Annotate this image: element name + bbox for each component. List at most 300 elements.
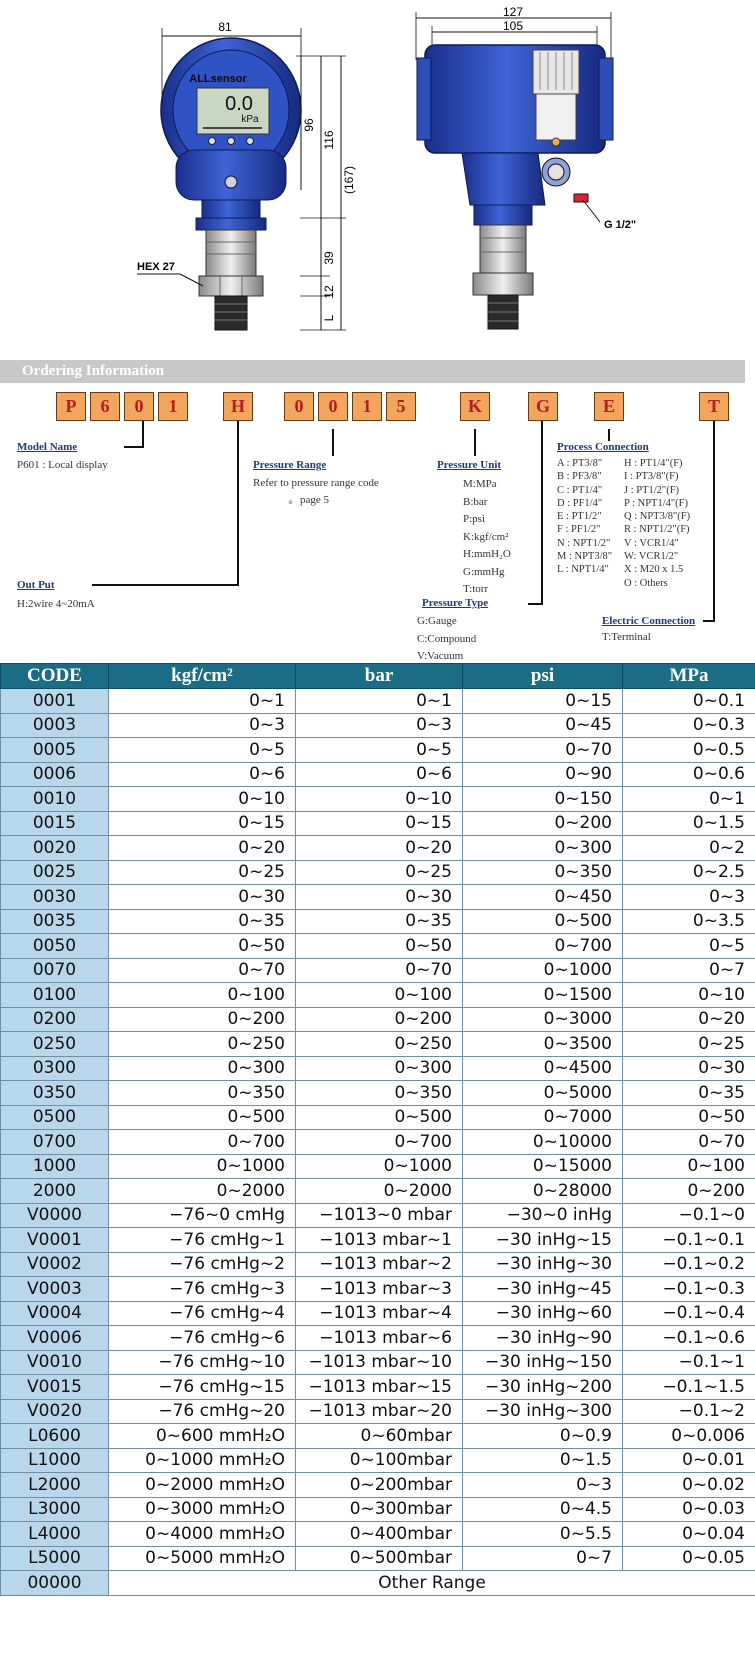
table-row — [1, 1252, 755, 1277]
process-connection-list-left — [557, 457, 612, 577]
kgf-cell: 0~5 — [109, 738, 296, 763]
table-row — [1, 1105, 755, 1130]
code-box: 1 — [352, 392, 382, 421]
dim-39-label: 39 — [322, 251, 336, 265]
code-cell: 0005 — [1, 738, 109, 763]
list-item: P : NPT1/4"(F) — [624, 497, 688, 509]
kgf-cell: −76 cmHg~1 — [109, 1228, 296, 1253]
psi-cell: 0~5.5 — [463, 1522, 623, 1547]
code-cell: 0003 — [1, 713, 109, 738]
mpa-cell: 0~3 — [623, 885, 755, 910]
psi-cell: 0~3 — [463, 1473, 623, 1498]
kgf-cell: 0~1000 — [109, 1154, 296, 1179]
mpa-cell: 0~0.3 — [623, 713, 755, 738]
table-row — [1, 836, 755, 861]
psi-cell: 0~200 — [463, 811, 623, 836]
kgf-cell: −76~0 cmHg — [109, 1203, 296, 1228]
mpa-cell: 0~0.006 — [623, 1424, 755, 1449]
kgf-cell: 0~200 — [109, 1007, 296, 1032]
code-cell: V0015 — [1, 1375, 109, 1400]
mpa-cell: −0.1~0.3 — [623, 1277, 755, 1302]
table-row — [1, 713, 755, 738]
pressure-unit-title: Pressure Unit — [437, 459, 502, 471]
code-cell: 0070 — [1, 958, 109, 983]
bar-cell: 0~250 — [296, 1032, 463, 1057]
pressure-unit-list — [463, 476, 511, 599]
code-cell: 0300 — [1, 1056, 109, 1081]
psi-cell: 0~450 — [463, 885, 623, 910]
mpa-cell: 0~2 — [623, 836, 755, 861]
bar-cell: 0~500 — [296, 1105, 463, 1130]
pressure-range-title: Pressure Range — [253, 459, 327, 471]
psi-cell: 0~300 — [463, 836, 623, 861]
code-cell: 0050 — [1, 934, 109, 959]
mpa-cell: 0~0.05 — [623, 1546, 755, 1571]
bar-cell: −1013~0 mbar — [296, 1203, 463, 1228]
bar-cell: 0~400mbar — [296, 1522, 463, 1547]
bar-cell: −1013 mbar~20 — [296, 1399, 463, 1424]
pressure-type-title: Pressure Type — [422, 597, 489, 609]
kgf-cell: 0~20 — [109, 836, 296, 861]
mpa-cell: −0.1~0.1 — [623, 1228, 755, 1253]
table-row — [1, 1497, 755, 1522]
psi-cell: 0~15000 — [463, 1154, 623, 1179]
psi-cell: −30 inHg~90 — [463, 1326, 623, 1351]
bar-cell: 0~6 — [296, 762, 463, 787]
dim-96-label: 96 — [302, 118, 316, 132]
code-cell: V0004 — [1, 1301, 109, 1326]
code-cell: 0015 — [1, 811, 109, 836]
psi-cell: 0~7 — [463, 1546, 623, 1571]
mpa-cell: 0~70 — [623, 1130, 755, 1155]
kgf-cell: 0~30 — [109, 885, 296, 910]
kgf-cell: 0~700 — [109, 1130, 296, 1155]
psi-cell: 0~4.5 — [463, 1497, 623, 1522]
kgf-cell: 0~10 — [109, 787, 296, 812]
bar-cell: 0~2000 — [296, 1179, 463, 1204]
psi-cell: 0~150 — [463, 787, 623, 812]
list-item: M:MPa — [463, 478, 497, 490]
kgf-cell: 0~70 — [109, 958, 296, 983]
dim-12-label: 12 — [322, 285, 336, 299]
code-cell: 0500 — [1, 1105, 109, 1130]
list-item: F : PF1/2" — [557, 524, 601, 536]
bar-cell: 0~25 — [296, 860, 463, 885]
psi-cell: −30~0 inHg — [463, 1203, 623, 1228]
kgf-cell: 0~25 — [109, 860, 296, 885]
column-header-psi: psi — [463, 664, 623, 689]
table-row — [1, 811, 755, 836]
mpa-cell: 0~35 — [623, 1081, 755, 1106]
mpa-cell: −0.1~2 — [623, 1399, 755, 1424]
table-row — [1, 934, 755, 959]
code-cell: L4000 — [1, 1522, 109, 1547]
table-row — [1, 1277, 755, 1302]
code-cell: 00000 — [1, 1571, 109, 1596]
bar-cell: 0~300 — [296, 1056, 463, 1081]
bar-cell: 0~1 — [296, 689, 463, 714]
bar-cell: 0~15 — [296, 811, 463, 836]
psi-cell: 0~700 — [463, 934, 623, 959]
bar-cell: 0~35 — [296, 909, 463, 934]
brand-logo: ALLsensor — [189, 73, 247, 85]
code-box: H — [223, 392, 253, 421]
process-connection-title: Process Connection — [557, 441, 649, 453]
code-box: G — [528, 392, 558, 421]
kgf-cell: −76 cmHg~2 — [109, 1252, 296, 1277]
list-item: J : PT1/2"(F) — [624, 484, 680, 496]
dim-l-label: L — [322, 314, 336, 322]
code-cell: 0001 — [1, 689, 109, 714]
table-row — [1, 1081, 755, 1106]
table-row — [1, 885, 755, 910]
table-row — [1, 1032, 755, 1057]
mpa-cell: −0.1~0 — [623, 1203, 755, 1228]
code-cell: 0025 — [1, 860, 109, 885]
mpa-cell: 0~0.01 — [623, 1448, 755, 1473]
table-row-other — [1, 1571, 755, 1596]
code-box: K — [460, 392, 490, 421]
code-box: 5 — [386, 392, 416, 421]
side-view-drawing — [416, 5, 636, 329]
bar-cell: 0~200mbar — [296, 1473, 463, 1498]
psi-cell: 0~500 — [463, 909, 623, 934]
dim-105-label: 105 — [502, 19, 524, 33]
code-box: 0 — [318, 392, 348, 421]
ordering-header: Ordering Information — [0, 360, 745, 383]
list-item: R : NPT1/2"(F) — [624, 524, 690, 536]
process-connection-list-right — [624, 457, 690, 590]
list-item: I : PT3/8"(F) — [624, 471, 679, 483]
kgf-cell: 0~6 — [109, 762, 296, 787]
dim-167-label: (167) — [342, 165, 356, 195]
table-row — [1, 738, 755, 763]
table-row — [1, 1154, 755, 1179]
psi-cell: 0~28000 — [463, 1179, 623, 1204]
mpa-cell: 0~0.02 — [623, 1473, 755, 1498]
code-box: 0 — [124, 392, 154, 421]
mpa-cell: 0~1.5 — [623, 811, 755, 836]
mpa-cell: −0.1~1 — [623, 1350, 755, 1375]
kgf-cell: −76 cmHg~15 — [109, 1375, 296, 1400]
mpa-cell: 0~0.5 — [623, 738, 755, 763]
list-item: O : Others — [624, 577, 668, 589]
list-item: N : NPT1/2" — [557, 537, 611, 549]
thread-label: G 1/2" — [604, 219, 637, 231]
psi-cell: 0~10000 — [463, 1130, 623, 1155]
table-row — [1, 1301, 755, 1326]
code-cell: V0003 — [1, 1277, 109, 1302]
code-cell: V0002 — [1, 1252, 109, 1277]
technical-drawings — [0, 0, 755, 355]
kgf-cell: 0~250 — [109, 1032, 296, 1057]
kgf-cell: −76 cmHg~10 — [109, 1350, 296, 1375]
list-item: H : PT1/4"(F) — [624, 458, 683, 469]
psi-cell: −30 inHg~60 — [463, 1301, 623, 1326]
table-row — [1, 1546, 755, 1571]
mpa-cell: 0~200 — [623, 1179, 755, 1204]
bar-cell: 0~500mbar — [296, 1546, 463, 1571]
kgf-cell: 0~1 — [109, 689, 296, 714]
code-cell: V0010 — [1, 1350, 109, 1375]
code-cell: 1000 — [1, 1154, 109, 1179]
table-row — [1, 1473, 755, 1498]
mpa-cell: −0.1~0.6 — [623, 1326, 755, 1351]
pressure-range-table — [0, 663, 755, 1596]
code-cell: L1000 — [1, 1448, 109, 1473]
mpa-cell: 0~2.5 — [623, 860, 755, 885]
table-row — [1, 1448, 755, 1473]
column-header-kgf: kgf/cm² — [109, 664, 296, 689]
bar-cell: −1013 mbar~6 — [296, 1326, 463, 1351]
front-view-drawing — [137, 20, 356, 330]
bar-cell: 0~30 — [296, 885, 463, 910]
kgf-cell: 0~3000 mmH₂O — [109, 1497, 296, 1522]
psi-cell: −30 inHg~45 — [463, 1277, 623, 1302]
display-unit: kPa — [241, 114, 259, 125]
kgf-cell: −76 cmHg~4 — [109, 1301, 296, 1326]
kgf-cell: 0~4000 mmH₂O — [109, 1522, 296, 1547]
list-item: W: VCR1/2" — [624, 551, 679, 563]
pressure-range-text: Refer to pressure range code — [253, 477, 379, 489]
code-cell: 0030 — [1, 885, 109, 910]
table-row — [1, 958, 755, 983]
psi-cell: 0~5000 — [463, 1081, 623, 1106]
electric-connection-title: Electric Connection — [602, 615, 696, 627]
list-item: C:Compound — [417, 632, 477, 645]
dim-127-label: 127 — [502, 5, 524, 19]
hex-label: HEX 27 — [137, 261, 175, 273]
mpa-cell: 0~0.03 — [623, 1497, 755, 1522]
list-item: E : PT1/2" — [557, 511, 602, 523]
psi-cell: 0~45 — [463, 713, 623, 738]
kgf-cell: 0~35 — [109, 909, 296, 934]
output-text: H:2wire 4~20mA — [17, 598, 95, 610]
code-cell: 0200 — [1, 1007, 109, 1032]
psi-cell: 0~1.5 — [463, 1448, 623, 1473]
bar-cell: 0~350 — [296, 1081, 463, 1106]
list-item: L : NPT1/4" — [557, 564, 609, 576]
kgf-cell: −76 cmHg~3 — [109, 1277, 296, 1302]
code-cell: L5000 — [1, 1546, 109, 1571]
table-row — [1, 1375, 755, 1400]
reference-mark: ※ — [288, 500, 294, 506]
bar-cell: 0~50 — [296, 934, 463, 959]
psi-cell: 0~1000 — [463, 958, 623, 983]
kgf-cell: 0~500 — [109, 1105, 296, 1130]
list-item: P:psi — [463, 513, 486, 525]
mpa-cell: −0.1~0.2 — [623, 1252, 755, 1277]
table-body — [1, 689, 755, 1596]
kgf-cell: 0~2000 — [109, 1179, 296, 1204]
code-cell: L2000 — [1, 1473, 109, 1498]
bar-cell: 0~60mbar — [296, 1424, 463, 1449]
psi-cell: 0~1500 — [463, 983, 623, 1008]
kgf-cell: 0~300 — [109, 1056, 296, 1081]
psi-cell: −30 inHg~200 — [463, 1375, 623, 1400]
mpa-cell: 0~1 — [623, 787, 755, 812]
table-row — [1, 983, 755, 1008]
bar-cell: −1013 mbar~4 — [296, 1301, 463, 1326]
bar-cell: −1013 mbar~1 — [296, 1228, 463, 1253]
code-cell: V0020 — [1, 1399, 109, 1424]
table-header-row — [1, 664, 755, 689]
bar-cell: −1013 mbar~2 — [296, 1252, 463, 1277]
list-item: G:Gauge — [417, 615, 457, 627]
kgf-cell: 0~1000 mmH₂O — [109, 1448, 296, 1473]
table-row — [1, 909, 755, 934]
table-row — [1, 787, 755, 812]
list-item: K:kgf/cm² — [463, 530, 509, 543]
mpa-cell: 0~5 — [623, 934, 755, 959]
psi-cell: 0~15 — [463, 689, 623, 714]
code-cell: 0350 — [1, 1081, 109, 1106]
mpa-cell: 0~0.04 — [623, 1522, 755, 1547]
kgf-cell: 0~600 mmH₂O — [109, 1424, 296, 1449]
list-item: Q : NPT3/8"(F) — [624, 511, 691, 523]
mpa-cell: 0~25 — [623, 1032, 755, 1057]
bar-cell: 0~200 — [296, 1007, 463, 1032]
mpa-cell: 0~10 — [623, 983, 755, 1008]
table-row — [1, 1179, 755, 1204]
list-item: V : VCR1/4" — [624, 537, 679, 549]
table-row — [1, 1007, 755, 1032]
bar-cell: −1013 mbar~3 — [296, 1277, 463, 1302]
psi-cell: 0~90 — [463, 762, 623, 787]
table-row — [1, 689, 755, 714]
kgf-cell: 0~5000 mmH₂O — [109, 1546, 296, 1571]
list-item: H:mmH₂O — [463, 548, 511, 560]
list-item: G:mmHg — [463, 565, 505, 578]
mpa-cell: 0~100 — [623, 1154, 755, 1179]
kgf-cell: 0~50 — [109, 934, 296, 959]
code-cell: 0010 — [1, 787, 109, 812]
mpa-cell: −0.1~1.5 — [623, 1375, 755, 1400]
bar-cell: 0~100mbar — [296, 1448, 463, 1473]
list-item: M : NPT3/8" — [557, 551, 613, 563]
model-name-text: P601 : Local display — [17, 459, 108, 471]
code-cell: 0020 — [1, 836, 109, 861]
psi-cell: 0~7000 — [463, 1105, 623, 1130]
psi-cell: 0~0.9 — [463, 1424, 623, 1449]
code-cell: 0700 — [1, 1130, 109, 1155]
column-header-bar: bar — [296, 664, 463, 689]
dim-116-label: 116 — [322, 130, 336, 150]
table-row — [1, 860, 755, 885]
table-row — [1, 762, 755, 787]
psi-cell: −30 inHg~300 — [463, 1399, 623, 1424]
bar-cell: −1013 mbar~15 — [296, 1375, 463, 1400]
kgf-cell: 0~3 — [109, 713, 296, 738]
code-cell: V0001 — [1, 1228, 109, 1253]
mpa-cell: 0~7 — [623, 958, 755, 983]
mpa-cell: −0.1~0.4 — [623, 1301, 755, 1326]
psi-cell: 0~4500 — [463, 1056, 623, 1081]
code-box: P — [56, 392, 86, 421]
electric-connection-text: T:Terminal — [602, 631, 651, 643]
column-header-code: CODE — [1, 664, 109, 689]
dim-81-label: 81 — [218, 20, 232, 34]
bar-cell: −1013 mbar~10 — [296, 1350, 463, 1375]
bar-cell: 0~70 — [296, 958, 463, 983]
bar-cell: 0~10 — [296, 787, 463, 812]
output-title: Out Put — [17, 579, 55, 591]
code-cell: L0600 — [1, 1424, 109, 1449]
list-item: T:torr — [463, 583, 489, 595]
pressure-range-page: page 5 — [300, 494, 330, 506]
mpa-cell: 0~0.1 — [623, 689, 755, 714]
list-item: B : PF3/8" — [557, 471, 602, 483]
mpa-cell: 0~50 — [623, 1105, 755, 1130]
column-header-mpa: MPa — [623, 664, 755, 689]
bar-cell: 0~20 — [296, 836, 463, 861]
code-cell: 0100 — [1, 983, 109, 1008]
bar-cell: 0~3 — [296, 713, 463, 738]
psi-cell: 0~350 — [463, 860, 623, 885]
psi-cell: −30 inHg~15 — [463, 1228, 623, 1253]
code-cell: V0006 — [1, 1326, 109, 1351]
mpa-cell: 0~3.5 — [623, 909, 755, 934]
list-item: D : PF1/4" — [557, 497, 603, 509]
kgf-cell: 0~350 — [109, 1081, 296, 1106]
other-range-cell: Other Range — [109, 1571, 755, 1596]
code-cell: 0006 — [1, 762, 109, 787]
kgf-cell: 0~100 — [109, 983, 296, 1008]
table-row — [1, 1522, 755, 1547]
table-row — [1, 1228, 755, 1253]
bar-cell: 0~1000 — [296, 1154, 463, 1179]
code-box: 1 — [158, 392, 188, 421]
psi-cell: 0~3000 — [463, 1007, 623, 1032]
table-row — [1, 1399, 755, 1424]
table-row — [1, 1056, 755, 1081]
code-box: 0 — [284, 392, 314, 421]
model-name-title: Model Name — [17, 441, 78, 453]
list-item: C : PT1/4" — [557, 484, 603, 496]
kgf-cell: 0~2000 mmH₂O — [109, 1473, 296, 1498]
psi-cell: −30 inHg~150 — [463, 1350, 623, 1375]
bar-cell: 0~100 — [296, 983, 463, 1008]
list-item: B:bar — [463, 495, 488, 508]
psi-cell: 0~3500 — [463, 1032, 623, 1057]
table-row — [1, 1326, 755, 1351]
kgf-cell: −76 cmHg~6 — [109, 1326, 296, 1351]
table-row — [1, 1350, 755, 1375]
bar-cell: 0~300mbar — [296, 1497, 463, 1522]
code-cell: L3000 — [1, 1497, 109, 1522]
kgf-cell: −76 cmHg~20 — [109, 1399, 296, 1424]
code-cell: 2000 — [1, 1179, 109, 1204]
code-cell: V0000 — [1, 1203, 109, 1228]
code-box: E — [594, 392, 624, 421]
code-box: 6 — [90, 392, 120, 421]
code-cell: 0250 — [1, 1032, 109, 1057]
mpa-cell: 0~30 — [623, 1056, 755, 1081]
bar-cell: 0~700 — [296, 1130, 463, 1155]
table-row — [1, 1203, 755, 1228]
kgf-cell: 0~15 — [109, 811, 296, 836]
bar-cell: 0~5 — [296, 738, 463, 763]
display-value: 0.0 — [225, 93, 253, 115]
mpa-cell: 0~20 — [623, 1007, 755, 1032]
table-row — [1, 1424, 755, 1449]
code-cell: 0035 — [1, 909, 109, 934]
list-item: X : M20 x 1.5 — [624, 564, 684, 576]
psi-cell: 0~70 — [463, 738, 623, 763]
list-item: A : PT3/8" — [557, 458, 603, 469]
pressure-type-list — [417, 613, 476, 660]
psi-cell: −30 inHg~30 — [463, 1252, 623, 1277]
